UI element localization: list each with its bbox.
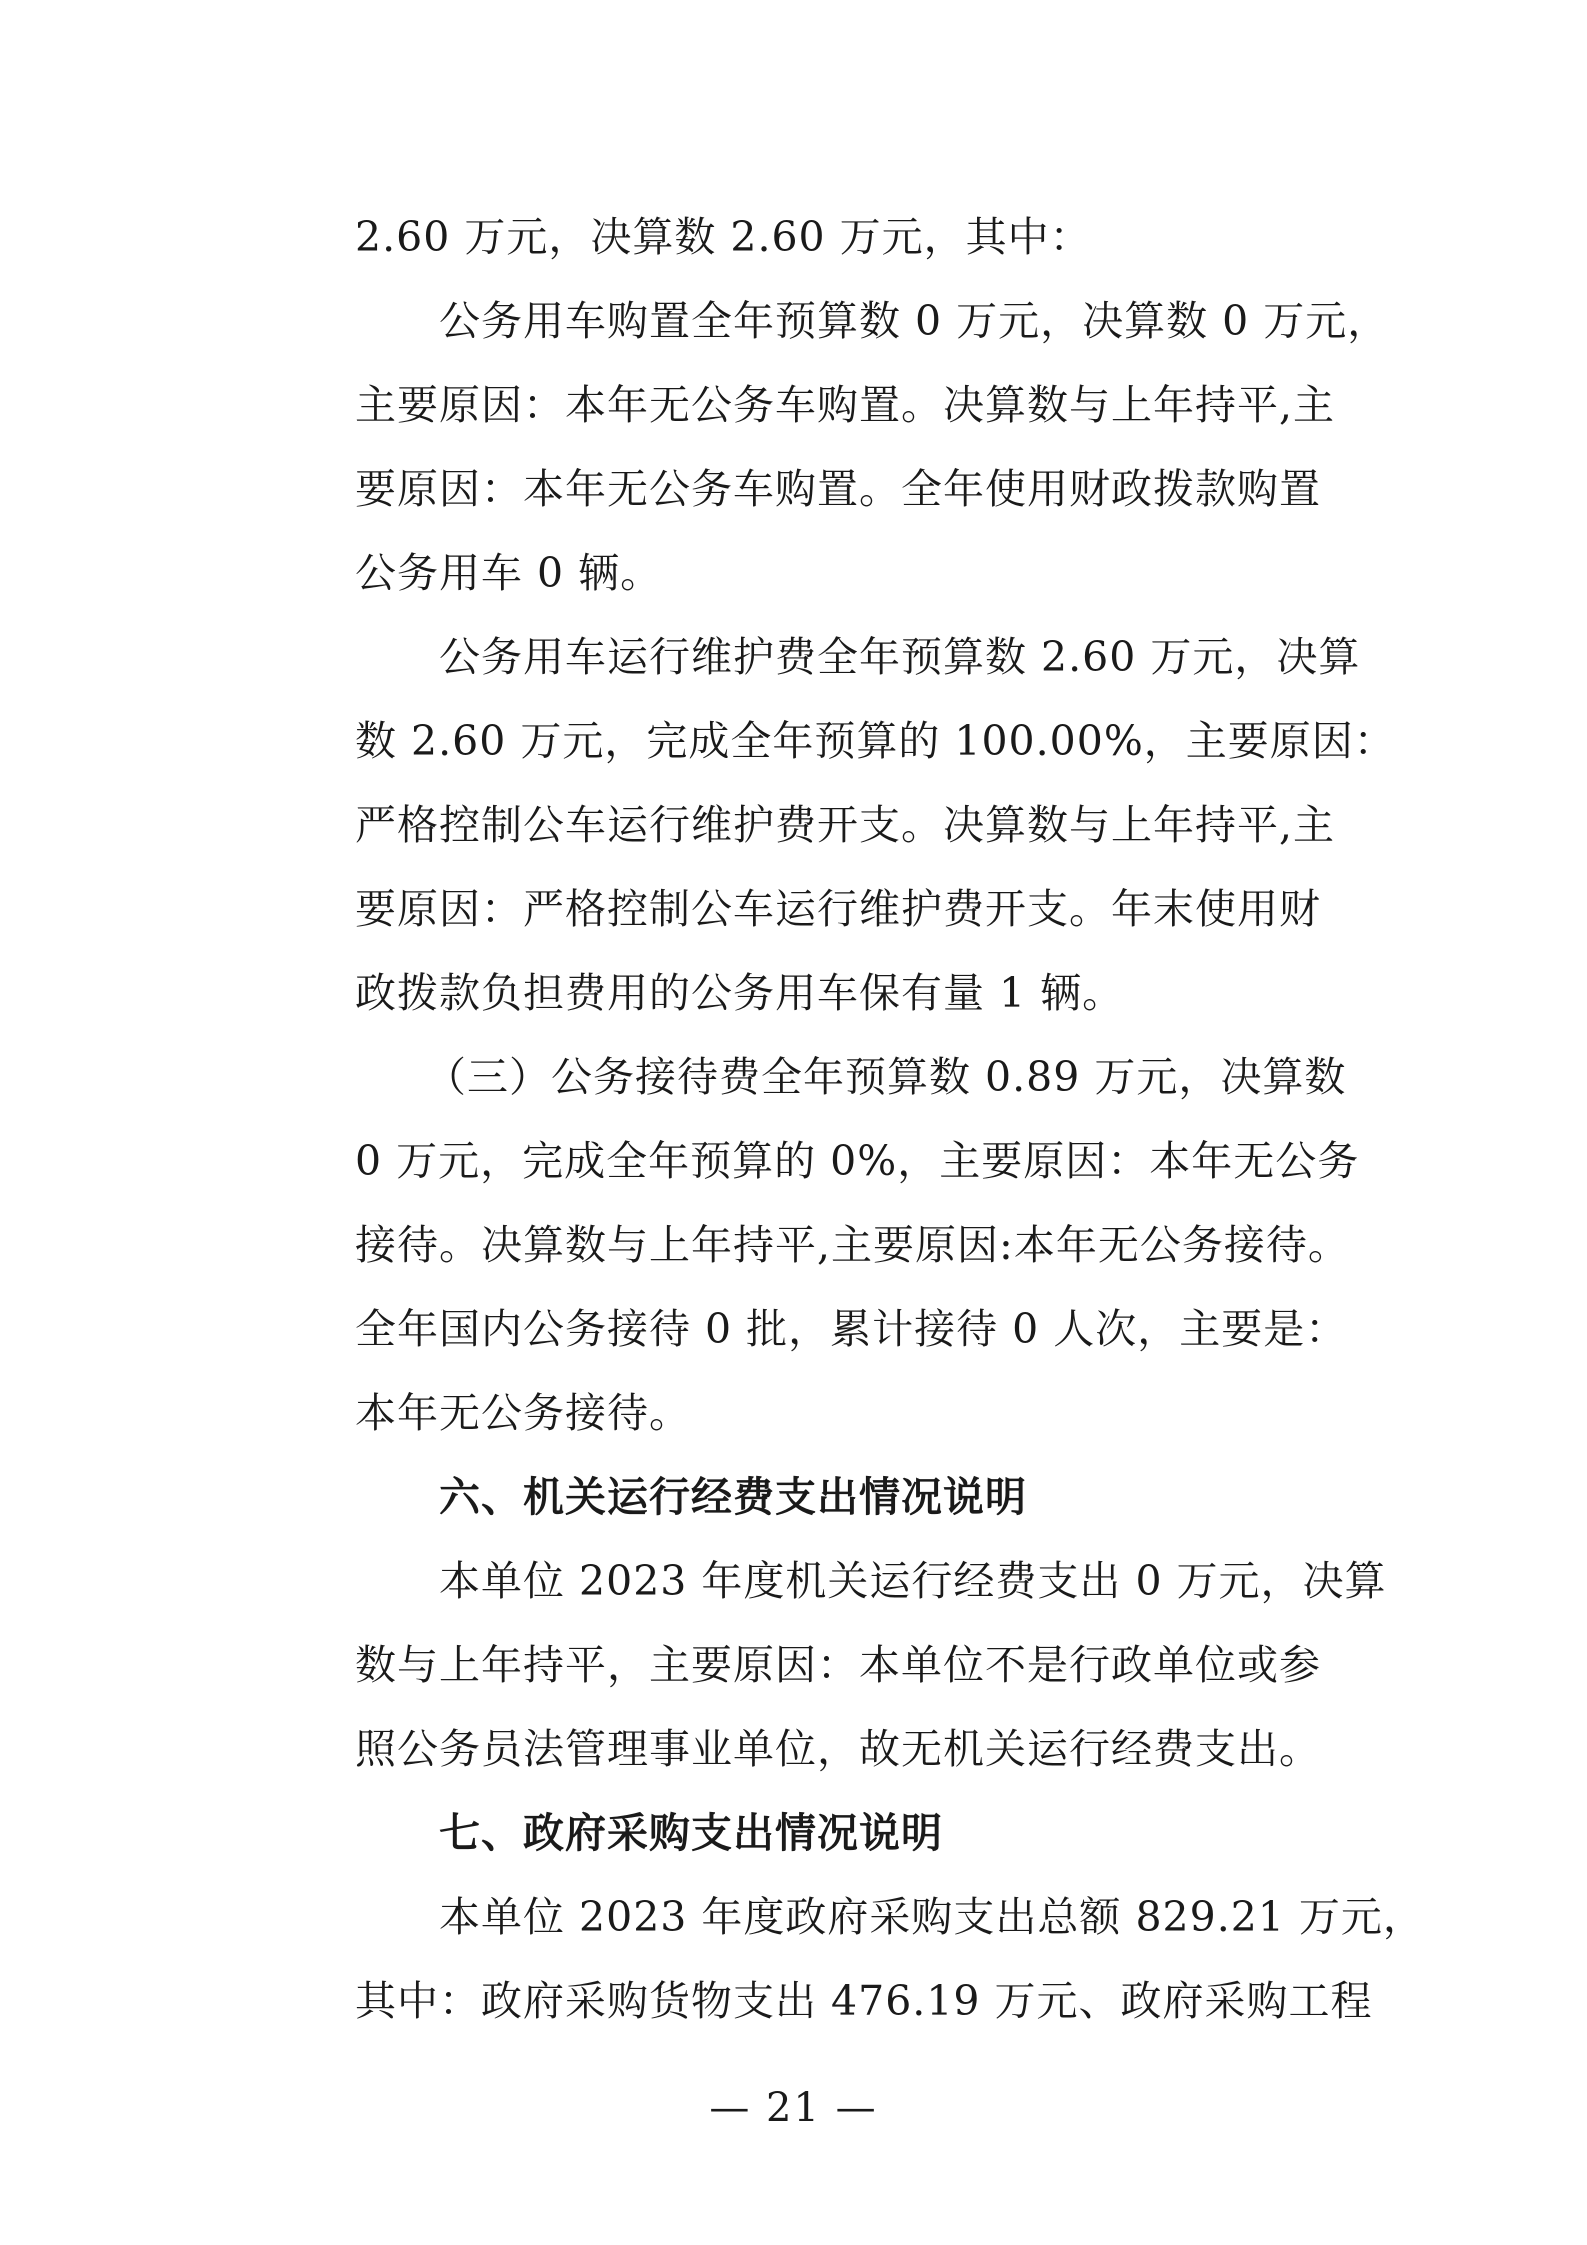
text-line: 要原因：本年无公务车购置。全年使用财政拨款购置 bbox=[355, 465, 1321, 513]
document-body bbox=[355, 195, 1425, 2043]
text-line: 要原因：严格控制公车运行维护费开支。年末使用财 bbox=[355, 885, 1321, 933]
text-line: 接待。决算数与上年持平,主要原因:本年无公务接待。 bbox=[355, 1221, 1350, 1269]
text-line: 照公务员法管理事业单位，故无机关运行经费支出。 bbox=[355, 1725, 1321, 1773]
text-line: 2.60 万元，决算数 2.60 万元，其中： bbox=[355, 213, 1092, 261]
text-line: 数 2.60 万元，完成全年预算的 100.00%，主要原因： bbox=[355, 717, 1396, 765]
section-heading: 六、机关运行经费支出情况说明 bbox=[439, 1473, 1027, 1521]
text-line: （三）公务接待费全年预算数 0.89 万元，决算数 bbox=[425, 1053, 1347, 1101]
text-line: 本单位 2023 年度政府采购支出总额 829.21 万元， bbox=[439, 1893, 1425, 1941]
text-line: 0 万元，完成全年预算的 0%，主要原因：本年无公务 bbox=[355, 1137, 1360, 1185]
text-line: 全年国内公务接待 0 批，累计接待 0 人次，主要是： bbox=[355, 1305, 1348, 1353]
text-line: 公务用车 0 辆。 bbox=[355, 549, 663, 597]
text-line: 本年无公务接待。 bbox=[355, 1389, 691, 1437]
text-line: 其中：政府采购货物支出 476.19 万元、政府采购工程 bbox=[355, 1977, 1373, 2025]
text-line: 主要原因：本年无公务车购置。决算数与上年持平,主 bbox=[355, 381, 1336, 429]
section-heading: 七、政府采购支出情况说明 bbox=[439, 1809, 943, 1857]
text-line: 数与上年持平，主要原因：本单位不是行政单位或参 bbox=[355, 1641, 1321, 1689]
text-line: 政拨款负担费用的公务用车保有量 1 辆。 bbox=[355, 969, 1125, 1017]
text-line: 公务用车购置全年预算数 0 万元，决算数 0 万元， bbox=[439, 297, 1390, 345]
text-line: 公务用车运行维护费全年预算数 2.60 万元，决算 bbox=[439, 633, 1361, 681]
text-line: 严格控制公车运行维护费开支。决算数与上年持平,主 bbox=[355, 801, 1336, 849]
page-number: — 21 — bbox=[709, 2085, 878, 2131]
text-line: 本单位 2023 年度机关运行经费支出 0 万元，决算 bbox=[439, 1557, 1387, 1605]
